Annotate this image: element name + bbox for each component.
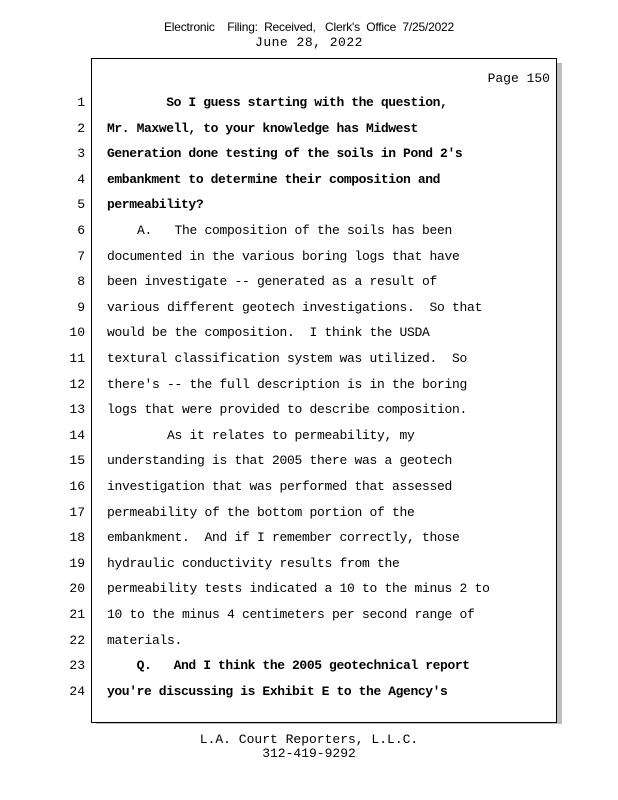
reporter-company: L.A. Court Reporters, L.L.C. <box>199 732 419 747</box>
line-number: 24 <box>69 683 85 699</box>
line-number: 19 <box>69 555 85 571</box>
line-number: 12 <box>69 376 85 392</box>
line-text: So I guess starting with the question, <box>107 95 448 110</box>
line-number: 1 <box>77 95 85 110</box>
transcript-line <box>0 192 618 218</box>
transcript-line <box>0 346 618 372</box>
line-text: would be the composition. I think the USDA <box>107 325 430 341</box>
line-text: embankment to determine their composition and <box>107 171 441 187</box>
transcript-line <box>0 218 618 244</box>
transcript-line <box>0 448 618 474</box>
transcript-line <box>0 551 618 577</box>
transcript-line <box>0 269 618 295</box>
line-number: 3 <box>77 146 85 162</box>
line-text: permeability? <box>107 197 204 213</box>
transcript-date: June 28, 2022 <box>255 35 363 50</box>
line-number: 20 <box>69 581 85 597</box>
line-text: A. The composition of the soils has been <box>107 223 453 238</box>
line-number: 6 <box>77 223 85 238</box>
line-number: 4 <box>77 171 85 187</box>
line-number: 10 <box>69 325 85 341</box>
transcript-line <box>0 500 618 526</box>
line-text: documented in the various boring logs that have <box>107 248 460 264</box>
transcript-line <box>0 679 618 705</box>
line-text: investigation that was performed that assessed <box>107 479 453 494</box>
line-text: permeability tests indicated a 10 to the minus 2 to <box>107 581 490 597</box>
transcript-line <box>0 320 618 346</box>
line-text: As it relates to permeability, my <box>107 427 415 443</box>
line-number: 17 <box>69 504 85 520</box>
line-text: 10 to the minus 4 centimeters per second range of <box>107 607 475 622</box>
transcript-line <box>0 372 618 398</box>
transcript-line <box>0 141 618 167</box>
page-number: Page 150 <box>487 71 550 86</box>
line-text: you're discussing is Exhibit E to the Agency's <box>107 683 448 699</box>
transcript-line <box>0 116 618 142</box>
line-number: 11 <box>69 351 85 366</box>
transcript-line <box>0 167 618 193</box>
line-number: 14 <box>69 427 85 443</box>
footer <box>0 733 618 761</box>
line-number: 5 <box>77 197 85 213</box>
line-text: understanding is that 2005 there was a geotech <box>107 453 453 469</box>
transcript-line <box>0 90 618 116</box>
transcript-line <box>0 244 618 270</box>
line-number: 18 <box>69 530 85 546</box>
line-number: 15 <box>69 453 85 469</box>
transcript-line <box>0 525 618 551</box>
line-text: materials. <box>107 632 183 648</box>
line-text: various different geotech investigations. So that <box>107 299 483 315</box>
line-text: there's -- the full description is in the boring <box>107 376 468 392</box>
line-text: been investigate -- generated as a result of <box>107 274 438 290</box>
line-number: 16 <box>69 479 85 494</box>
transcript-line <box>0 576 618 602</box>
transcript-line <box>0 423 618 449</box>
line-number: 22 <box>69 632 85 648</box>
line-number: 9 <box>77 299 85 315</box>
line-text: permeability of the bottom portion of the <box>107 504 415 520</box>
line-text: Q. And I think the 2005 geotechnical report <box>107 658 470 674</box>
line-number: 21 <box>69 607 85 622</box>
filing-stamp: Electronic Filing: Received, Clerk's Office 7/25/2022 <box>163 20 454 34</box>
line-number: 23 <box>69 658 85 674</box>
line-text: Generation done testing of the soils in Pond 2's <box>107 146 463 162</box>
transcript-line <box>0 628 618 654</box>
transcript-line <box>0 397 618 423</box>
line-number: 13 <box>69 402 85 418</box>
reporter-phone: 312-419-9292 <box>262 746 356 761</box>
line-text: textural classification system was utilized. So <box>107 351 468 366</box>
line-text: embankment. And if I remember correctly, those <box>107 530 460 546</box>
transcript-line <box>0 474 618 500</box>
line-text: logs that were provided to describe composition. <box>107 402 468 418</box>
transcript-line <box>0 602 618 628</box>
line-number: 7 <box>77 248 85 264</box>
line-text: Mr. Maxwell, to your knowledge has Midwest <box>107 120 418 136</box>
line-text: hydraulic conductivity results from the <box>107 555 400 571</box>
transcript-line <box>0 295 618 321</box>
transcript-line <box>0 653 618 679</box>
line-number: 8 <box>77 274 85 290</box>
line-number: 2 <box>77 120 85 136</box>
